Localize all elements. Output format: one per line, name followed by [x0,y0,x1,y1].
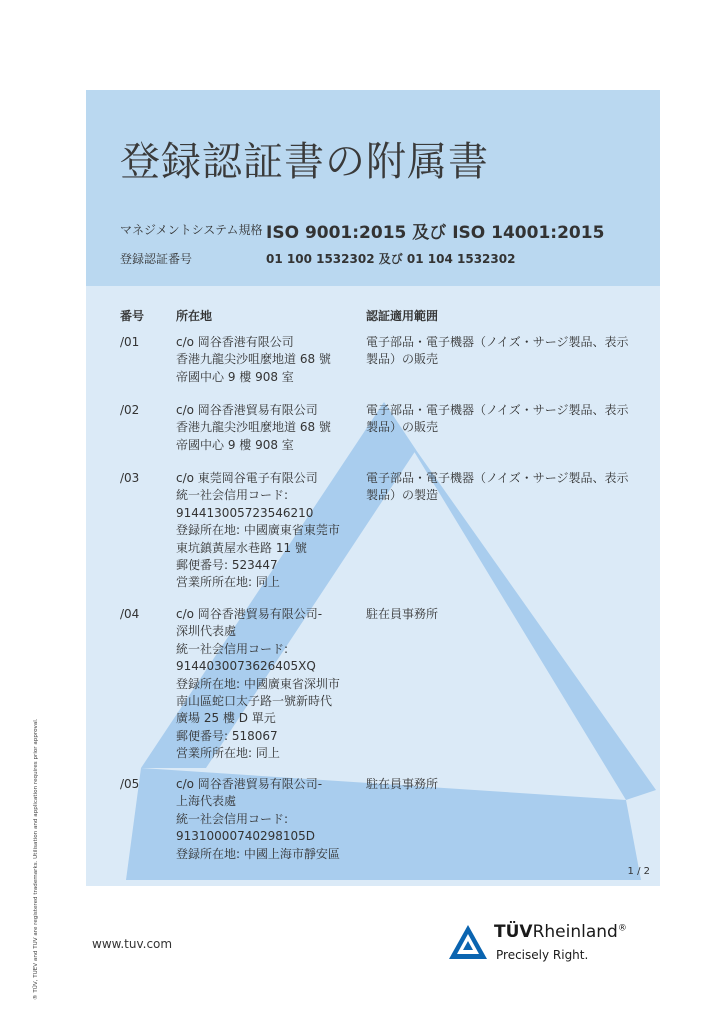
brand-tagline: Precisely Right. [496,948,589,962]
watermark-right-bar [384,402,656,800]
registered-mark: ® [617,923,627,934]
standard-value: ISO 9001:2015 及び ISO 14001:2015 [266,223,605,243]
address-line: c/o 東莞岡谷電子有限公司 [176,471,318,485]
entry-address [176,470,366,592]
address-line: 9144030073626405XQ [176,659,316,674]
entry-address [176,606,366,763]
address-line: 廣場 25 樓 D 單元 [176,711,276,726]
entry-scope: 電子部品・電子機器（ノイズ・サージ製品、表示製品）の販売 [366,335,629,367]
address-line: 郵便番号: 518067 [176,728,278,743]
address-line: 営業所所在地: 同上 [176,575,280,590]
address-line: c/o 岡谷香港有限公司 [176,335,294,349]
entry-scope: 駐在員事務所 [366,777,439,791]
entry-address [176,776,366,863]
entry-scope: 電子部品・電子機器（ノイズ・サージ製品、表示製品）の製造 [366,471,629,503]
address-line: 統一社会信用コード: [176,641,289,656]
address-line: 東坑鎮黃屋水巷路 11 號 [176,540,307,555]
address-line: 登録所在地: 中國上海市靜安區 [176,846,340,861]
cert-number-label: 登録認証番号 [120,252,193,266]
entry-address [176,334,366,386]
entry-scope: 駐在員事務所 [366,607,439,621]
entry-address [176,402,366,454]
address-line: 統一社会信用コード: [176,488,289,503]
certificate-panel [86,90,660,886]
page-number: 1 / 2 [627,866,650,877]
tuv-triangle-icon [448,924,488,960]
address-line: 郵便番号: 523447 [176,558,278,573]
column-header-scope: 認証適用範囲 [366,309,439,323]
address-line: 南山區蛇口太子路一號新時代 [176,694,333,709]
address-line: c/o 岡谷香港貿易有限公司 [176,403,318,417]
address-line: c/o 岡谷香港貿易有限公司- [176,607,323,621]
address-line: 帝國中心 9 樓 908 室 [176,369,294,384]
column-header-location: 所在地 [176,309,213,323]
address-line: 統一社会信用コード: [176,811,289,826]
address-line: 上海代表處 [176,794,237,809]
entry-scope: 電子部品・電子機器（ノイズ・サージ製品、表示製品）の販売 [366,403,629,435]
address-line: 91310000740298105D [176,829,316,844]
document-title: 登録認証書の附属書 [120,139,489,185]
address-line: 914413005723546210 [176,505,314,520]
standard-label: マネジメントシステム規格 [120,223,263,237]
address-line: 香港九龍尖沙咀麼地道 68 號 [176,420,331,435]
address-line: 深圳代表處 [176,624,237,639]
cert-number-value: 01 100 1532302 及び 01 104 1532302 [266,252,516,266]
address-line: 登録所在地: 中國廣東省深圳市 [176,676,340,691]
address-line: 香港九龍尖沙咀麼地道 68 號 [176,352,331,367]
address-line: 営業所所在地: 同上 [176,746,280,761]
address-line: c/o 岡谷香港貿易有限公司- [176,777,323,791]
address-line: 帝國中心 9 樓 908 室 [176,437,294,452]
address-line: 登録所在地: 中國廣東省東莞市 [176,523,340,538]
entry-number: /05 [120,777,140,791]
column-header-number: 番号 [120,309,145,323]
brand-light: Rheinland [532,922,618,942]
footer-url[interactable]: www.tuv.com [92,937,173,951]
entry-number: /02 [120,403,140,417]
entry-number: /01 [120,335,140,349]
tuv-rheinland-logo [446,918,656,968]
trademark-note: ® TÜV, TUEV and TUV are registered trademarks. Utilisation and application requires prior approval. [33,718,39,1000]
brand-name [494,922,627,942]
brand-bold: TÜV [494,922,533,942]
entry-number: /03 [120,471,140,485]
entry-number: /04 [120,607,140,621]
